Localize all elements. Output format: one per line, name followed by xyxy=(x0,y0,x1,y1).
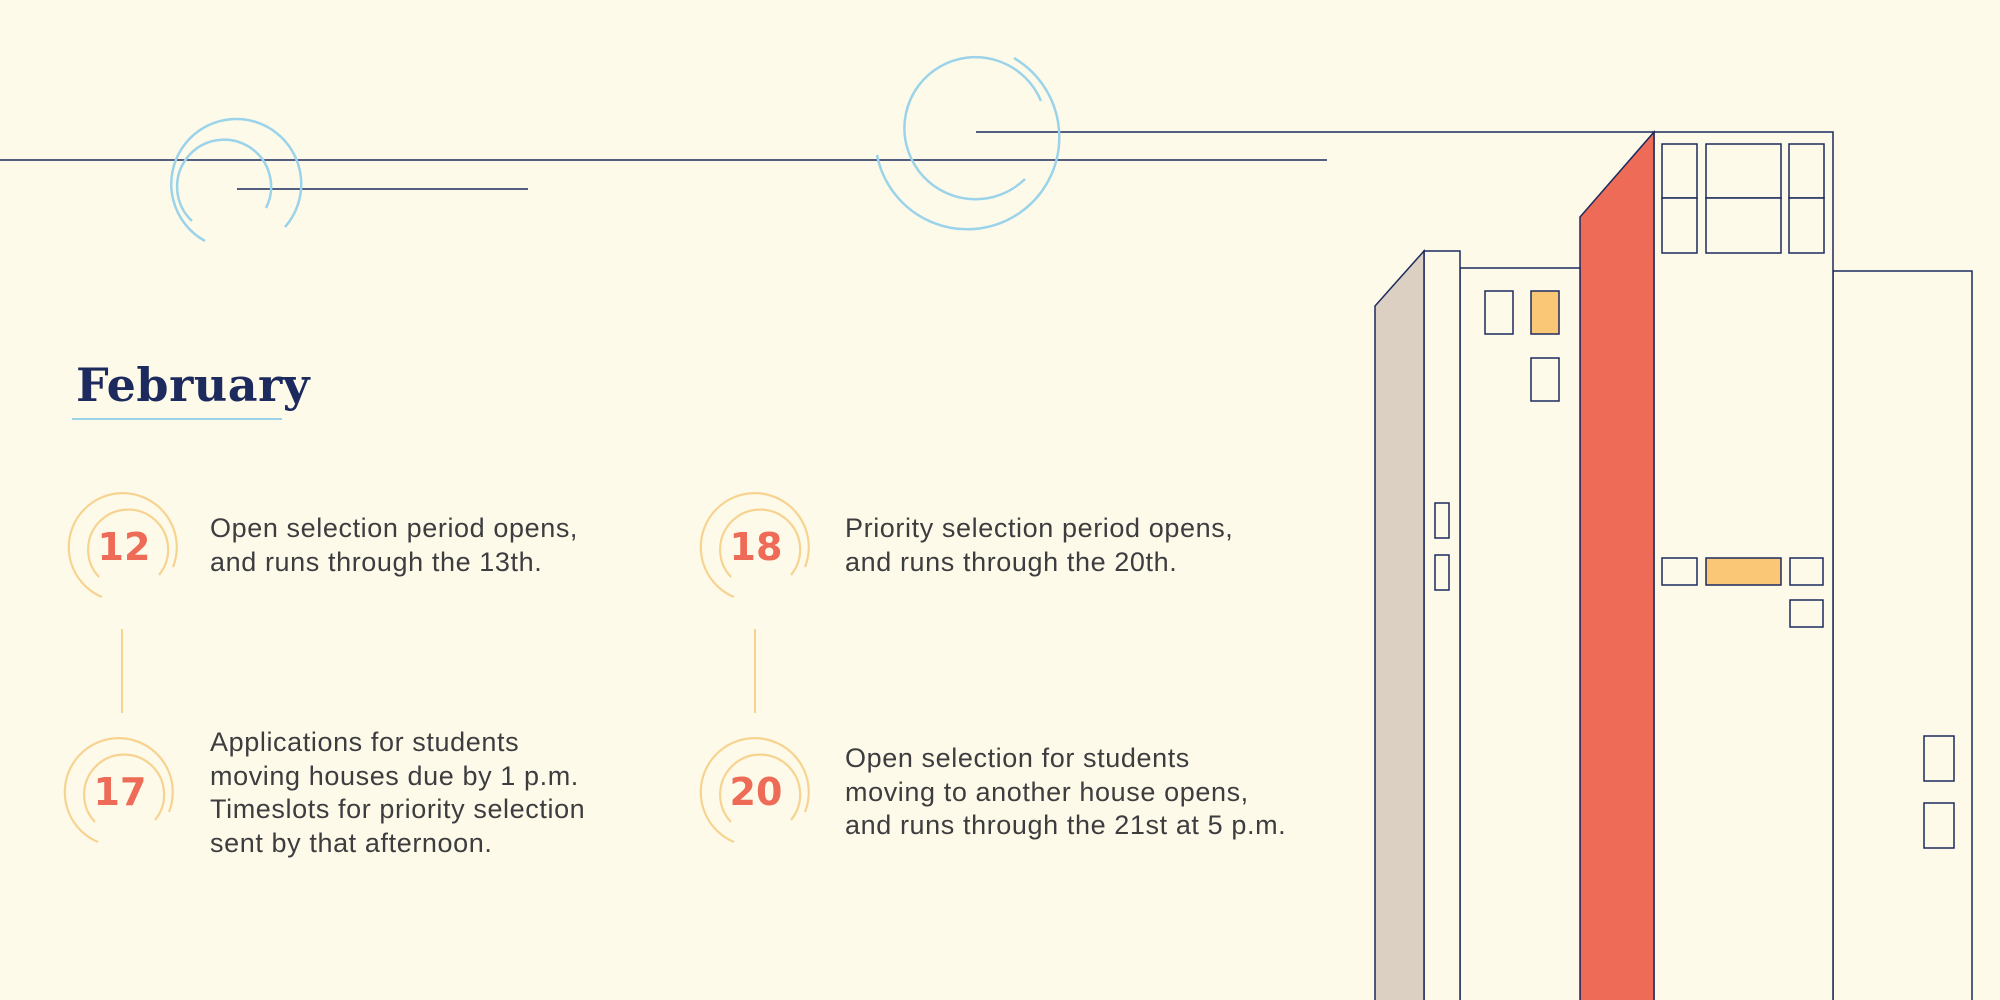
window xyxy=(1435,555,1449,590)
window xyxy=(1790,558,1823,585)
building-coral-face xyxy=(1580,132,1654,1000)
circle-motif-top xyxy=(877,57,1059,229)
window xyxy=(1435,503,1449,538)
window xyxy=(1924,803,1954,848)
window-lit xyxy=(1706,558,1781,585)
window xyxy=(1531,358,1559,401)
timeline-connector xyxy=(754,629,756,713)
event-line: and runs through the 20th. xyxy=(845,546,1178,577)
event-line: moving to another house opens, xyxy=(845,776,1249,807)
building-right-tower xyxy=(1833,271,1972,1000)
window xyxy=(1662,198,1697,253)
circle-motif-left xyxy=(171,119,301,241)
event-day: 12 xyxy=(97,525,151,569)
event-line: sent by that afternoon. xyxy=(210,827,493,858)
date-badge xyxy=(66,489,182,605)
date-badge xyxy=(62,734,178,850)
event-line: moving houses due by 1 p.m. xyxy=(210,760,579,791)
window xyxy=(1789,198,1824,253)
window xyxy=(1662,144,1697,198)
window xyxy=(1790,600,1823,627)
window-lit xyxy=(1531,291,1559,334)
window xyxy=(1789,144,1824,198)
event-description xyxy=(210,512,578,579)
building-middle-tower xyxy=(1460,268,1580,1000)
event-line: and runs through the 21st at 5 p.m. xyxy=(845,810,1287,840)
building-left-tower xyxy=(1424,251,1460,1000)
event-day: 18 xyxy=(729,525,783,569)
window xyxy=(1706,144,1781,198)
event-line: Timeslots for priority selection xyxy=(210,794,586,824)
event-day: 20 xyxy=(729,770,783,814)
event-description xyxy=(845,742,1286,843)
event-line: Open selection for students xyxy=(845,743,1190,773)
event-line: Open selection period opens, xyxy=(210,513,579,543)
timeline-connector xyxy=(121,629,123,713)
page-title: February xyxy=(76,358,311,412)
event-line: Priority selection period opens, xyxy=(845,513,1234,543)
building-tan-face xyxy=(1375,251,1424,1000)
title-underline xyxy=(72,418,282,420)
event-description xyxy=(845,512,1233,579)
building-illustration xyxy=(1375,132,1972,1000)
event-line: Applications for students xyxy=(210,727,520,757)
event-description xyxy=(210,726,585,860)
date-badge xyxy=(698,734,814,850)
window xyxy=(1485,291,1513,334)
window xyxy=(1706,198,1781,253)
window xyxy=(1924,736,1954,781)
event-day: 17 xyxy=(93,770,147,814)
window xyxy=(1662,558,1697,585)
event-line: and runs through the 13th. xyxy=(210,546,543,577)
date-badge xyxy=(698,489,814,605)
